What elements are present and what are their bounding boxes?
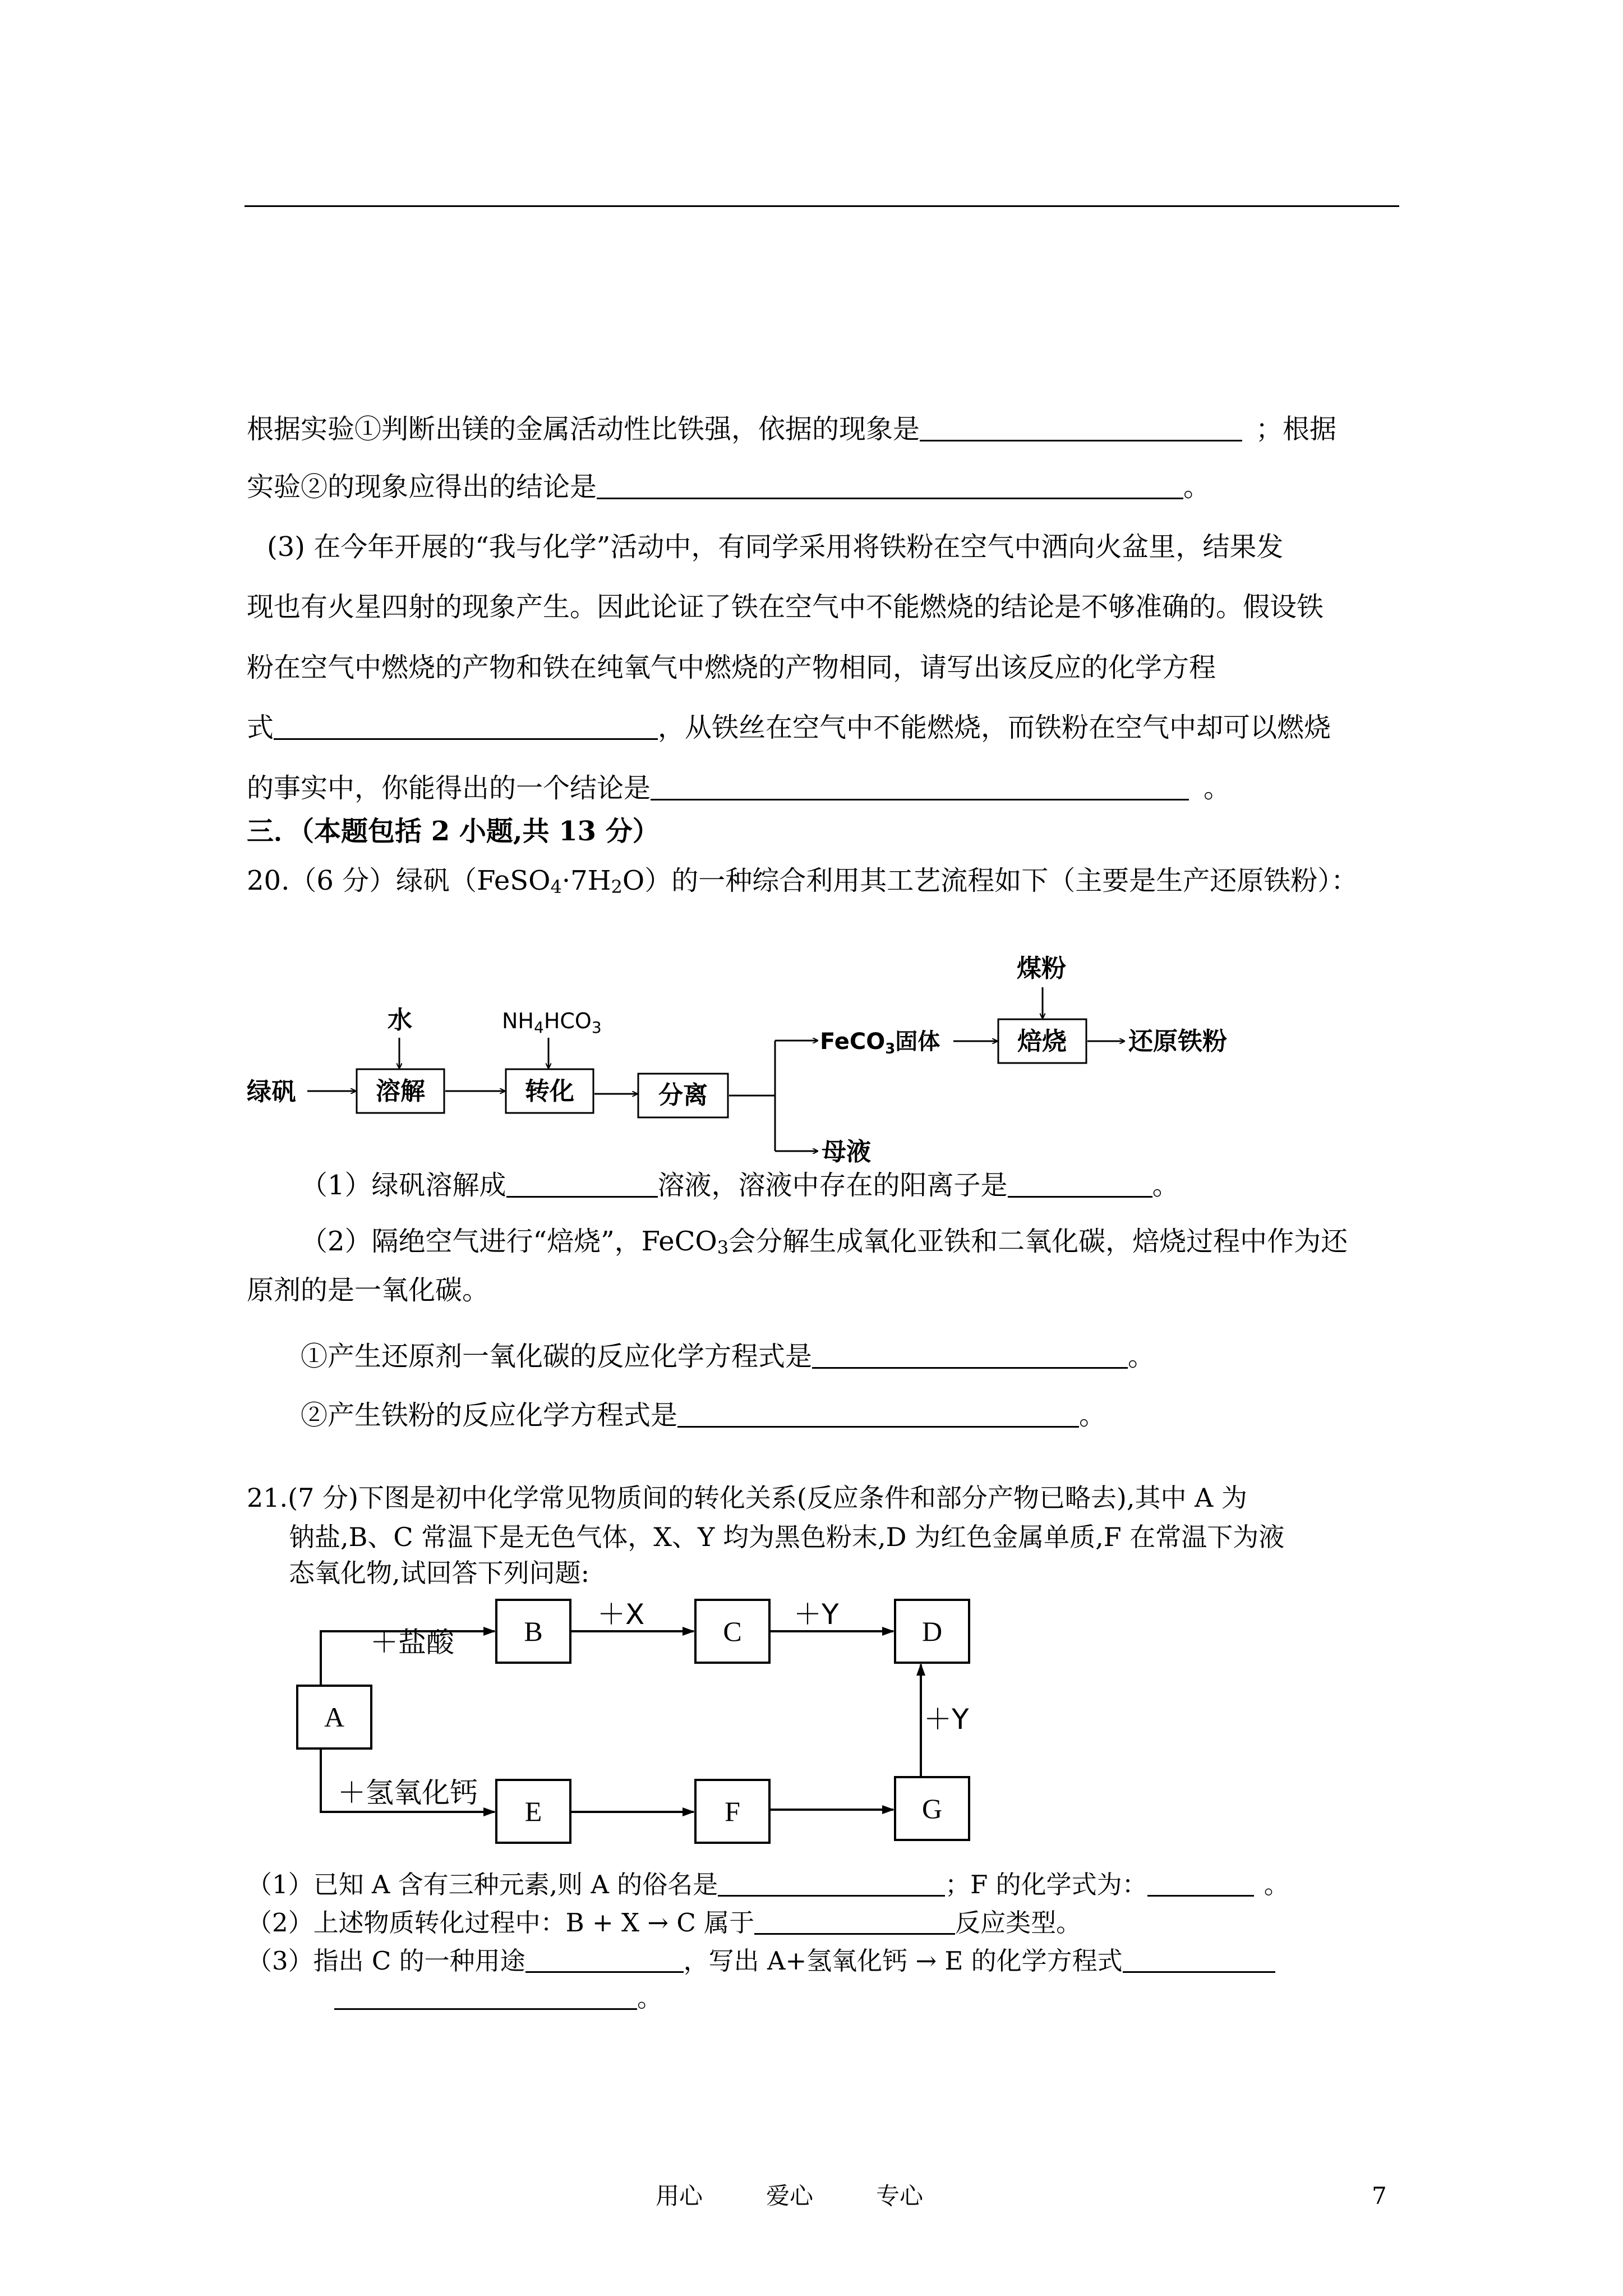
answer-blank[interactable] [334, 1984, 637, 2010]
q21-intro-line1: 21.(7 分)下图是初中化学常见物质间的转化关系(反应条件和部分产物已略去),其中 A 为 [247, 1483, 1247, 1513]
node-F-label: F [725, 1796, 740, 1827]
section-heading: 三．（本题包括 2 小题,共 13 分） [247, 816, 660, 847]
q21-intro-line3: 态氧化物,试回答下列问题: [289, 1558, 590, 1588]
answer-blank[interactable] [1147, 1870, 1254, 1897]
q19-p3-line1: (3) 在今年开展的“我与化学”活动中，有同学采用将铁粉在空气中洒向火盆里，结果发 [267, 531, 1284, 563]
q21-intro-line2: 钠盐,B、C 常温下是无色气体，X、Y 均为黑色粉末,D 为红色金属单质,F 在常温下为液 [289, 1522, 1285, 1552]
node-G-label: G [921, 1793, 943, 1824]
flow-solid-label: FeCO$_3$固体 [820, 1029, 940, 1057]
page-number: 7 [1372, 2182, 1387, 2210]
q20-p2-line2: 原剂的是一氧化碳。 [247, 1274, 490, 1306]
node-A-label: A [324, 1701, 345, 1733]
q20-p2-line1: （2）隔绝空气进行“焙烧”，FeCO$_3$会分解生成氧化亚铁和二氧化碳，焙烧过程中作为还 [301, 1226, 1348, 1258]
answer-blank[interactable] [718, 1870, 945, 1897]
q19-p3-line5: 的事实中，你能得出的一个结论是 。 [247, 772, 1231, 804]
flow-reagent-label: $NH_4HCO_3$ [502, 1009, 602, 1037]
answer-blank[interactable] [525, 1947, 684, 1973]
flow-roast-label: 焙烧 [1017, 1027, 1067, 1056]
answer-blank[interactable] [1123, 1947, 1275, 1973]
q21-a2: （2）上述物质转化过程中：B + X → C 属于 反应类型。 [247, 1908, 1082, 1938]
edge-label-x: ＋X [597, 1598, 645, 1631]
edge-label-caoh: ＋氢氧化钙 [338, 1777, 478, 1809]
q20-intro: 20.（6 分）绿矾$(FeSO_4\cdot 7H_2O)$的一种综合利用其工艺流程如下（主要是生产还原铁粉）： [247, 865, 1358, 898]
flow-product-label: 还原铁粉 [1128, 1027, 1227, 1056]
q19-p3-line2: 现也有火星四射的现象产生。因此论证了铁在空气中不能燃烧的结论是不够准确的。假设铁 [247, 591, 1324, 623]
q21-a1: （1）已知 A 含有三种元素,则 A 的俗名是 ；F 的化学式为： 。 [247, 1870, 1289, 1899]
flow-mother-liquor-label: 母液 [822, 1138, 871, 1166]
node-E-label: E [524, 1796, 542, 1827]
edge-label-acid: ＋盐酸 [370, 1626, 454, 1659]
q19-p3-line4: 式 ，从铁丝在空气中不能燃烧，而铁粉在空气中却可以燃烧 [247, 712, 1331, 743]
q19-line2: 实验②的现象应得出的结论是 。 [247, 471, 1211, 503]
flow-coal-label: 煤粉 [1017, 954, 1066, 983]
q20-s1: ①产生还原剂一氧化碳的反应化学方程式是 。 [301, 1341, 1155, 1372]
footer-left: 用心 [656, 2182, 703, 2210]
node-B-label: B [524, 1616, 543, 1647]
q21-a3: （3）指出 C 的一种用途 ，写出 A+氢氧化钙 → E 的化学方程式 [247, 1944, 1275, 1978]
q21-a3-cont: 。 [334, 1981, 662, 2015]
node-D-label: D [921, 1616, 943, 1647]
footer-right: 专心 [876, 2182, 924, 2210]
flow-water-label: 水 [388, 1006, 412, 1034]
flow-separate-label: 分离 [658, 1081, 708, 1110]
q19-line1: 根据实验①判断出镁的金属活动性比铁强，依据的现象是 ；根据 [247, 413, 1337, 445]
q19-p3-line3: 粉在空气中燃烧的产物和铁在纯氧气中燃烧的产物相同，请写出该反应的化学方程 [247, 652, 1216, 683]
edge-label-y-right: ＋Y [924, 1703, 969, 1736]
footer-middle: 爱心 [766, 2182, 814, 2210]
q20-p1: （1）绿矾溶解成 溶液，溶液中存在的阳离子是 。 [301, 1170, 1179, 1201]
flow-convert-label: 转化 [525, 1077, 574, 1106]
flow-start-label: 绿矾 [247, 1078, 296, 1106]
q20-s2: ②产生铁粉的反应化学方程式是 。 [301, 1400, 1106, 1431]
edge-label-y-top: ＋Y [794, 1598, 839, 1631]
flow-dissolve-label: 溶解 [376, 1077, 425, 1106]
answer-blank[interactable] [754, 1908, 955, 1935]
node-C-label: C [723, 1616, 742, 1647]
